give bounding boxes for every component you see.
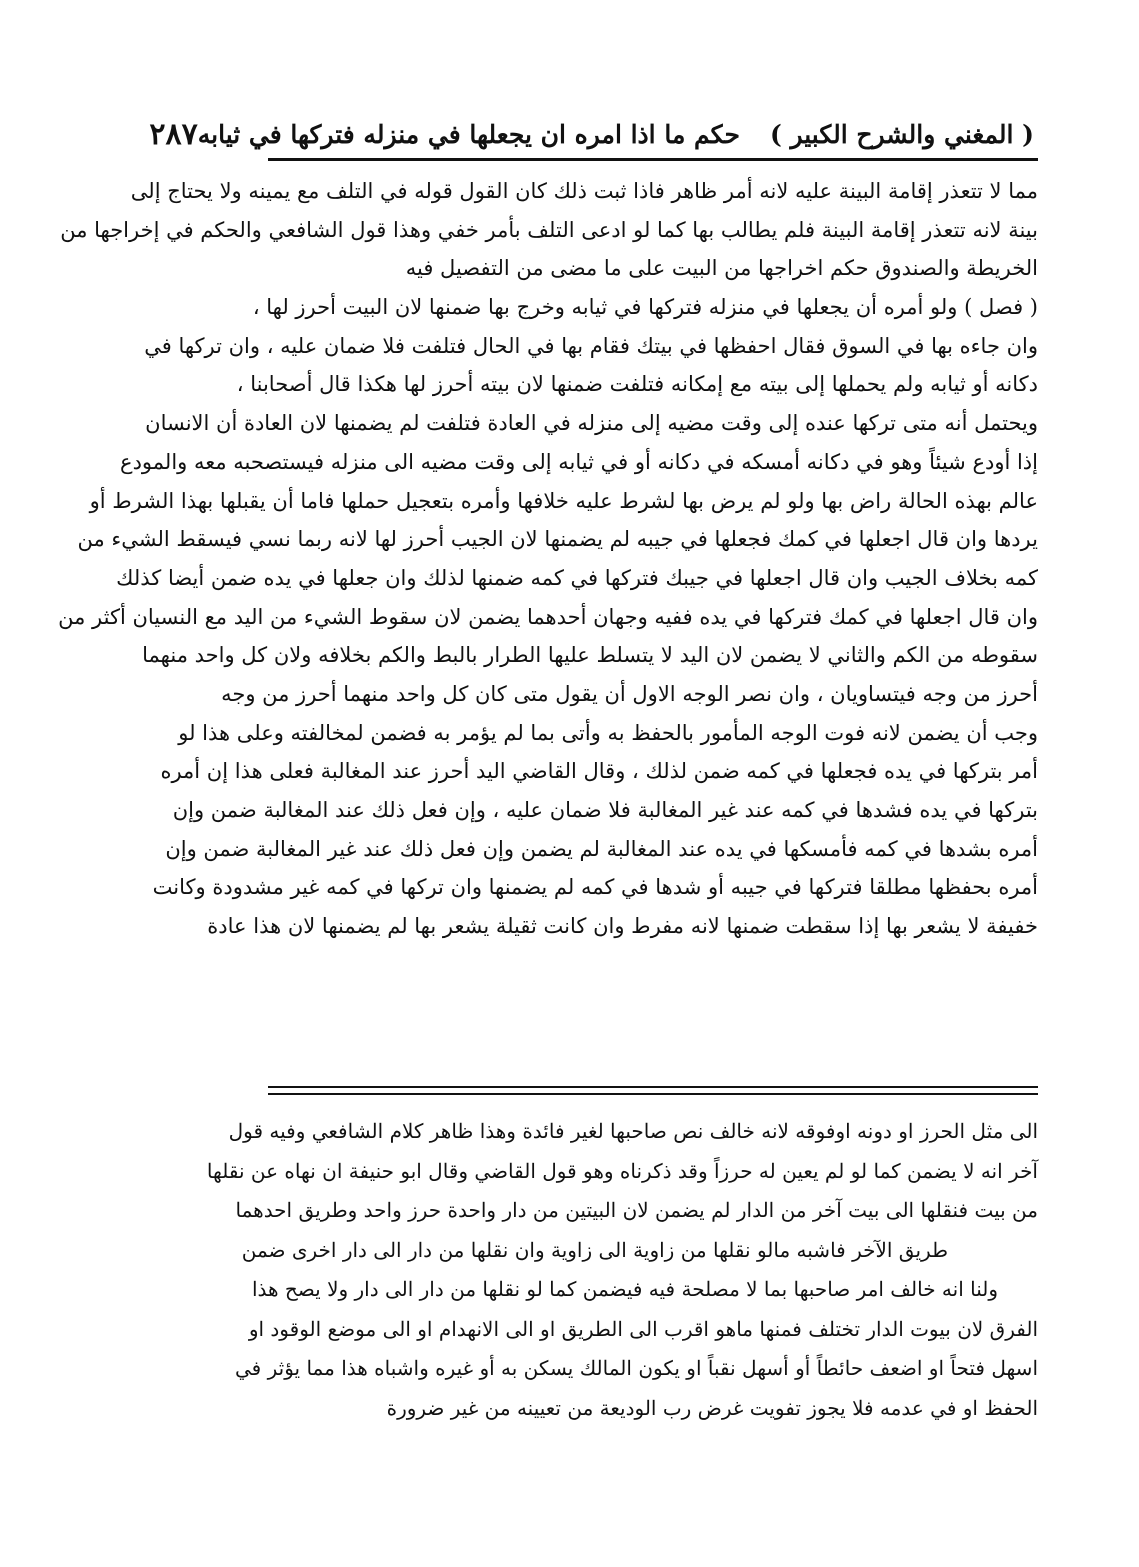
main-text-line: كمه بخلاف الجيب وان قال اجعلها في جيبك فتركها في كمه ضمنها لذلك وان جعلها في يده ضمن أيضا كذلك <box>116 565 1038 590</box>
main-text-line: يردها وان قال اجعلها في كمك فجعلها في جيبه لم يضمنها لان الجيب أحرز لها لانه ربما نسي فيسقط الشيء من <box>77 527 1038 552</box>
main-text-line: بتركها في يده فشدها في كمه عند غير المغالبة فلا ضمان عليه ، وإن فعل ذلك عند المغالبة ضمن وإن <box>172 798 1038 822</box>
main-text-line: دكانه أو ثيابه ولم يحملها إلى بيته مع إمكانه فتلفت ضمنها لان بيته أحرز لها هكذا قال أصحابنا ، <box>236 372 1038 397</box>
main-text-line: مما لا تتعذر إقامة البينة عليه لانه أمر ظاهر فاذا ثبت ذلك كان القول قوله في التلف مع يمينه ولا يحتاج إلى <box>130 179 1038 203</box>
main-text-line: عالم بهذه الحالة راض بها ولو لم يرض بها لشرط عليه خلافها وأمره بتعجيل حملها فاما أن يقبلها بهذا الشرط أو <box>89 488 1038 513</box>
footnote-line: طريق الآخر فاشبه مالو نقلها من زاوية الى زاوية وان نقلها من دار الى دار اخرى ضمن <box>241 1237 948 1262</box>
main-text-line: وجب أن يضمن لانه فوت الوجه المأمور بالحفظ به وأتى بما لم يؤمر به فضمن لمخالفته وعلى هذا لو <box>178 720 1038 745</box>
main-text-line: بينة لانه تتعذر إقامة البينة فلم يطالب بها كما لو ادعى التلف بأمر خفي وهذا قول الشافعي والحكم في إخراجها من <box>60 217 1038 242</box>
main-text <box>58 172 1038 946</box>
footnote-divider <box>268 1086 1038 1095</box>
main-text-line: سقوطه من الكم والثاني لا يضمن لان اليد لا يتسلط عليها الطرار بالبط والكم بخلافه ولان كل واحد منهما <box>142 643 1038 668</box>
main-text-line: ويحتمل أنه متى تركها عنده إلى وقت مضيه إلى منزله في العادة فتلفت لم يضمنها لان العادة أن الانسان <box>145 411 1038 436</box>
main-text-line: وان جاءه بها في السوق فقال احفظها في بيتك فقام بها في الحال فتلفت فلا ضمان عليه ، وان تركها في <box>144 333 1038 358</box>
main-text-line: أمره بشدها في كمه فأمسكها في يده عند المغالبة لم يضمن وإن فعل ذلك عند غير المغالبة ضمن وإن <box>165 836 1038 861</box>
section-title: حكم ما اذا امره ان يجعلها في منزله فتركها في ثيابه <box>197 120 740 149</box>
footnote-line: من بيت فنقلها الى بيت آخر من الدار لم يضمن لان البيتين من دار واحدة حرز واحد وطريق احدهما <box>235 1198 1038 1222</box>
main-text-line: إذا أودع شيئاً وهو في دكانه أمسكه في دكانه أو في ثيابه إلى وقت مضيه الى منزله فيستصحبه معه والمودع <box>120 449 1038 474</box>
book-title: ( المغني والشرح الكبير ) <box>769 120 1034 149</box>
main-text-line: أمره بحفظها مطلقا فتركها في جيبه أو شدها في كمه لم يضمنها وان تركها في كمه غير مشدودة وكانت <box>152 875 1038 900</box>
page-number: ٢٨٧ <box>149 117 198 152</box>
footnote-line: الى مثل الحرز او دونه اوفوقه لانه خالف نص صاحبها لغير فائدة وهذا ظاهر كلام الشافعي وفيه قول <box>228 1119 1038 1143</box>
main-text-line: أحرز من وجه فيتساويان ، وان نصر الوجه الاول أن يقول متى كان كل واحد منهما أحرز من وجه <box>221 681 1038 706</box>
page-header <box>149 112 1034 158</box>
main-text-line: الخريطة والصندوق حكم اخراجها من البيت على ما مضى من التفصيل فيه <box>405 256 1038 281</box>
main-text-line: خفيفة لا يشعر بها إذا سقطت ضمنها لانه مفرط وان كانت ثقيلة يشعر بها لم يضمنها لان هذا عادة <box>207 914 1038 939</box>
header-rule <box>268 158 1038 161</box>
footnote-line: ولنا انه خالف امر صاحبها بما لا مصلحة فيه فيضمن كما لو نقلها من دار الى دار ولا يصح هذا <box>251 1277 998 1301</box>
main-text-line: أمر بتركها في يده فجعلها في كمه ضمن لذلك ، وقال القاضي اليد أحرز عند المغالبة فعلى هذا إن أمره <box>160 759 1038 784</box>
footnote-line: الفرق لان بيوت الدار تختلف فمنها ماهو اقرب الى الطريق او الى الانهدام او الى موضع الوقود او <box>248 1316 1038 1341</box>
footnote-line: آخر انه لا يضمن كما لو لم يعين له حرزاً وقد ذكرناه وهو قول القاضي وقال ابو حنيفة ان نهاه عن نقلها <box>206 1158 1038 1183</box>
footnote-section <box>206 1112 1038 1428</box>
main-text-line: ( فصل ) ولو أمره أن يجعلها في منزله فتركها في ثيابه وخرج بها ضمنها لان البيت أحرز لها ، <box>252 295 1038 320</box>
footnote-line: اسهل فتحاً او اضعف حائطاً أو أسهل نقباً او يكون المالك يسكن به أو غيره واشباه هذا مما يؤثر في <box>235 1356 1038 1380</box>
main-text-line: وان قال اجعلها في كمك فتركها في يده ففيه وجهان أحدهما يضمن لان سقوط الشيء من اليد مع النسيان أكثر من <box>58 604 1038 629</box>
footnote-line: الحفظ او في عدمه فلا يجوز تفويت غرض رب الوديعة من تعيينه من غير ضرورة <box>386 1395 1038 1420</box>
